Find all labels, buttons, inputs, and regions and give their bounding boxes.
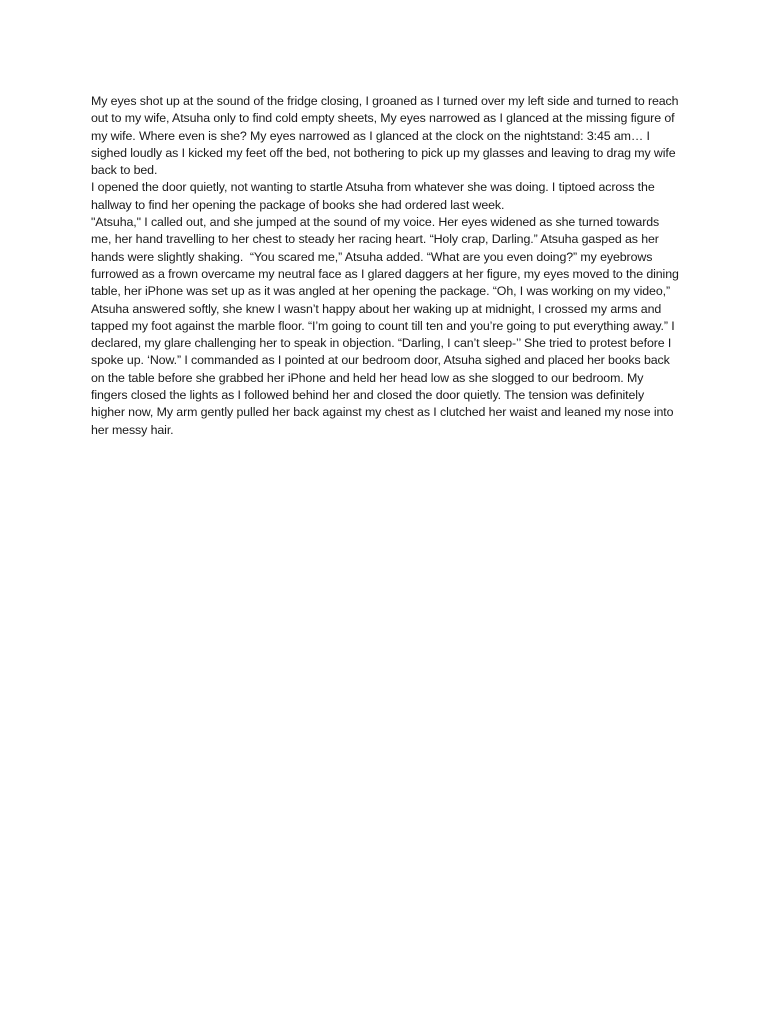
- paragraph-3: "Atsuha," I called out, and she jumped at the sound of my voice. Her eyes widened as she turned towards me, her hand travelling to her chest to steady her racing heart. “Holy crap, Darling.” Atsuha gasped as her hands were slightly shaking. “You scared me,” Atsuha added. “What are you even doing?” my eyebrows furrowed as a frown overcame my neutral face as I glared daggers at her figure, my eyes moved to the dining table, her iPhone was set up as it was angled at her opening the package. “Oh, I was working on my video,” Atsuha answered softly, she knew I wasn’t happy about her waking up at midnight, I crossed my arms and tapped my foot against the marble floor. “I’m going to count till ten and you’re going to put everything away.” I declared, my glare challenging her to speak in objection. “Darling, I can’t sleep-’’ She tried to protest before I spoke up. ‘Now.” I commanded as I pointed at our bedroom door, Atsuha sighed and placed her books back on the table before she grabbed her iPhone and held her head low as she slogged to our bedroom. My fingers closed the lights as I followed behind her and closed the door quietly. The tension was definitely higher now, My arm gently pulled her back against my chest as I clutched her waist and leaned my nose into her messy hair.: [91, 215, 683, 437]
- document-body: [91, 93, 681, 439]
- paragraph-2: I opened the door quietly, not wanting to startle Atsuha from whatever she was doing. I tiptoed across the hallway to find her opening the package of books she had ordered last week.: [91, 180, 658, 212]
- paragraph-1: My eyes shot up at the sound of the fridge closing, I groaned as I turned over my left side and turned to reach out to my wife, Atsuha only to find cold empty sheets, My eyes narrowed as I glanced at the missing figure of my wife. Where even is she? My eyes narrowed as I glanced at the clock on the nightstand: 3:45 am… I sighed loudly as I kicked my feet off the bed, not bothering to pick up my glasses and leaving to drag my wife back to bed.: [91, 94, 682, 178]
